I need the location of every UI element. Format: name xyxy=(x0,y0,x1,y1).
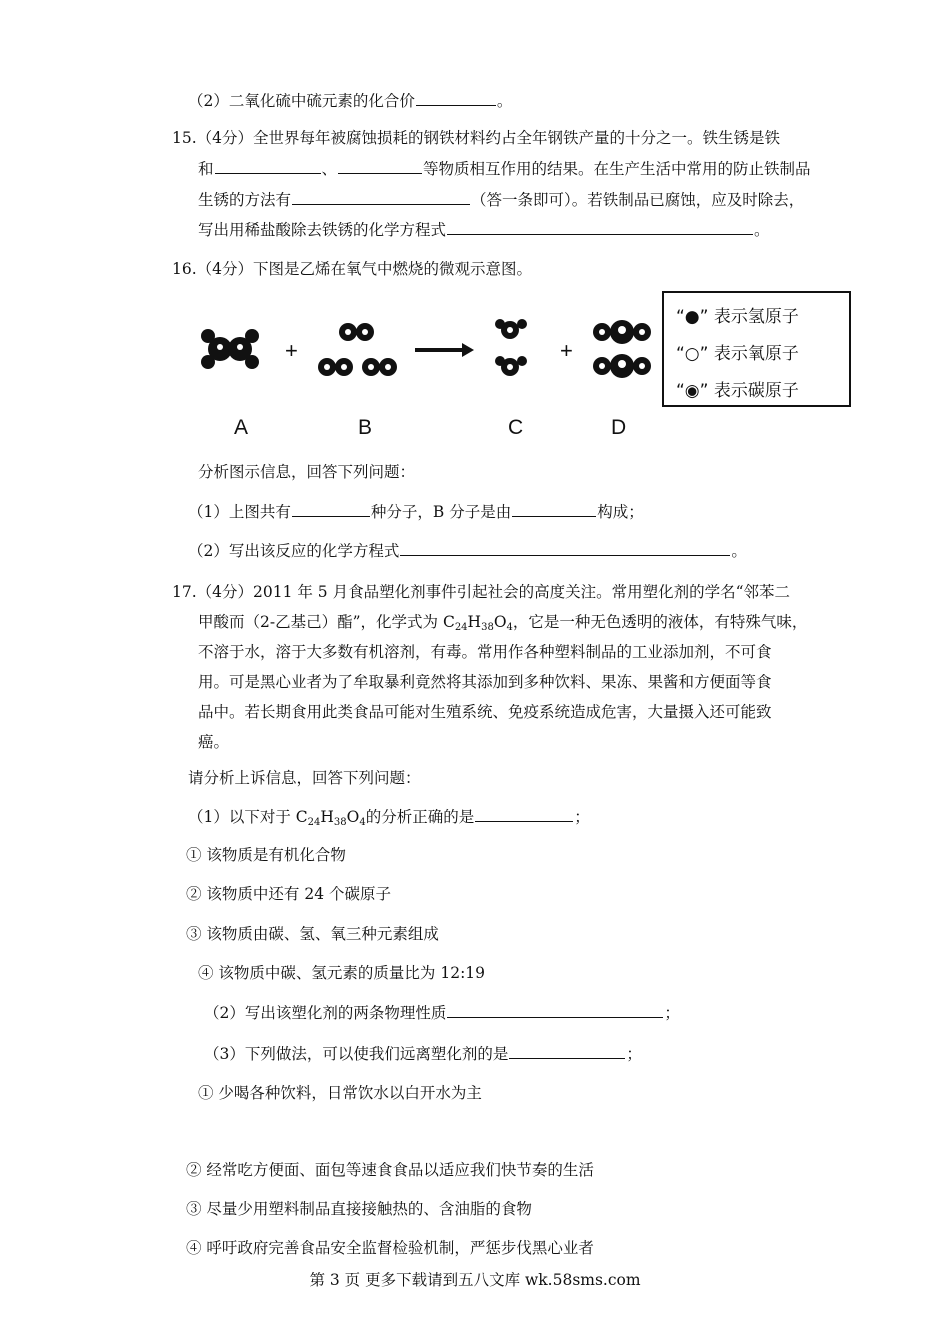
reaction-arrow xyxy=(415,343,474,357)
q17-sub2: （2）写出该塑化剂的两条物理性质 ； xyxy=(204,1004,680,1022)
q17-option-1: ① 该物质是有机化合物 xyxy=(186,846,346,864)
q17-line5: 品中。若长期食用此类食品可能对生殖系统、免疫系统造成危害，大量摄入还可能致 xyxy=(198,703,772,721)
q17-line6: 癌。 xyxy=(198,733,230,751)
q17-sub3: （3）下列做法，可以使我们远离塑化剂的是 ； xyxy=(204,1045,642,1063)
molecule-c xyxy=(495,319,527,376)
label-c: C xyxy=(508,416,524,439)
atom-legend xyxy=(662,291,851,407)
q17-line1: 17.（4分）2011 年 5 月食品塑化剂事件引起社会的高度关注。常用塑化剂的学名“邻苯二 xyxy=(172,583,791,601)
answer-blank[interactable] xyxy=(447,219,753,235)
legend-carbon: “◉” 表示碳原子 xyxy=(676,381,799,401)
q17-sub3-option-2: ② 经常吃方便面、面包等速食食品以适应我们快节奏的生活 xyxy=(186,1161,594,1179)
q17-line3: 不溶于水，溶于大多数有机溶剂，有毒。常用作各种塑料制品的工业添加剂，不可食 xyxy=(198,643,772,661)
reaction-diagram xyxy=(190,300,660,390)
q15-line4: 写出用稀盐酸除去铁锈的化学方程式 。 xyxy=(198,221,770,239)
molecule-d xyxy=(593,320,651,378)
label-d: D xyxy=(611,416,627,439)
hydrogen-atom-icon: “●” xyxy=(676,307,709,327)
q16-sub2: （2）写出该反应的化学方程式 。 xyxy=(188,542,747,560)
oxygen-atom-icon: “○” xyxy=(676,344,709,364)
answer-blank[interactable] xyxy=(416,90,496,106)
answer-blank[interactable] xyxy=(292,189,470,205)
q17-option-3: ③ 该物质由碳、氢、氧三种元素组成 xyxy=(186,925,439,943)
label-a: A xyxy=(234,416,249,439)
q15-line3: 生锈的方法有 （答一条即可）。若铁制品已腐蚀，应及时除去， xyxy=(198,191,805,209)
q16-sub1: （1）上图共有 种分子，B 分子是由 构成； xyxy=(188,503,644,521)
q17-sub1: （1）以下对于 $C_{24}H_{38}O_4$的分析正确的是 ； xyxy=(188,808,590,828)
q16-analysis: 分析图示信息，回答下列问题： xyxy=(198,463,416,481)
answer-blank[interactable] xyxy=(475,806,573,822)
answer-blank[interactable] xyxy=(215,158,321,174)
answer-blank[interactable] xyxy=(400,540,730,556)
answer-blank[interactable] xyxy=(512,501,596,517)
q14-sub2: （2）二氧化硫中硫元素的化合价 。 xyxy=(188,92,513,110)
q15-line1: 15.（4分）全世界每年被腐蚀损耗的钢铁材料约占全年钢铁产量的十分之一。铁生锈是铁 xyxy=(172,129,781,147)
answer-blank[interactable] xyxy=(292,501,370,517)
page-footer: 第 3 页 更多下载请到五八文库 wk.58sms.com xyxy=(309,1271,641,1289)
legend-hydrogen: “●” 表示氢原子 xyxy=(676,307,799,327)
q16-line1: 16.（4分）下图是乙烯在氧气中燃烧的微观示意图。 xyxy=(172,260,533,278)
q17-option-4: ④ 该物质中碳、氢元素的质量比为 12:19 xyxy=(198,964,486,982)
q17-sub3-option-1: ① 少喝各种饮料，日常饮水以白开水为主 xyxy=(198,1084,482,1102)
carbon-atom-icon: “◉” xyxy=(676,381,709,401)
molecule-a xyxy=(201,329,259,369)
q17-sub3-option-4: ④ 呼吁政府完善食品安全监督检验机制，严惩步伐黑心业者 xyxy=(186,1239,594,1257)
q17-line4: 用。可是黑心业者为了牟取暴利竟然将其添加到多种饮料、果冻、果酱和方便面等食 xyxy=(198,673,772,691)
molecule-b xyxy=(318,323,397,376)
plus-sign: + xyxy=(560,338,573,363)
answer-blank[interactable] xyxy=(338,158,422,174)
q15-line2: 和 、 等物质相互作用的结果。在生产生活中常用的防止铁制品 xyxy=(198,160,811,178)
plus-sign: + xyxy=(285,338,298,363)
q17-line2: 甲酸而（2-乙基己）酯”，化学式为 $C_{24}H_{38}O_4$，它是一种无色透明的液体，有特殊气味， xyxy=(198,613,808,633)
q17-option-2: ② 该物质中还有 24 个碳原子 xyxy=(186,885,392,903)
answer-blank[interactable] xyxy=(509,1043,625,1059)
answer-blank[interactable] xyxy=(447,1002,663,1018)
legend-oxygen: “○” 表示氧原子 xyxy=(676,344,799,364)
label-b: B xyxy=(358,416,373,439)
q17-analysis: 请分析上诉信息，回答下列问题： xyxy=(188,769,421,787)
q17-sub3-option-3: ③ 尽量少用塑料制品直接接触热的、含油脂的食物 xyxy=(186,1200,532,1218)
